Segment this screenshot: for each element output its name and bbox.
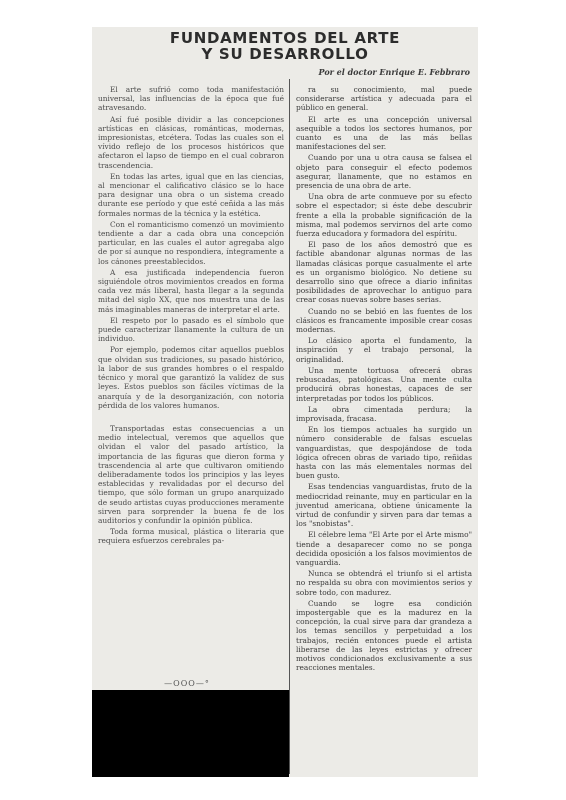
paragraph: Nunca se obtendrá el triunfo si el artista no respalda su obra con movimientos serios y sobre todo, con madurez. (296, 569, 472, 597)
paragraph: El célebre lema "El Arte por el Arte mismo" tiende a desaparecer como no se ponga decidida oposición a los falsos movimientos de vanguardia. (296, 530, 472, 567)
paragraph: Cuando no se bebió en las fuentes de los clásicos es francamente imposible crear cosas modernas. (296, 306, 472, 335)
column-divider (289, 79, 290, 774)
paragraph: Transportadas estas consecuencias a un medio intelectual, veremos que aquellos que olvidan el valor del pasado artístico, la importancia de las figuras que dieron forma y trascendencia al arte que cultivaron omitiendo deliberadamente todos los principios y las leyes establecidas y revalidadas por el decurso del tiempo, que sólo forman un grupo anarquizado de seudo artistas cuyas producciones meramente sirven para sorprender la buena fe de los auditorios y confundir la opinión pública. (98, 423, 284, 525)
paragraph: A esa justificada independencia fueron siguiéndole otros movimientos creados en forma cada vez más liberal, hasta llegar a la segunda mitad del siglo XX, que nos muestra una de las más imaginables maneras de interpretar el arte. (98, 267, 284, 314)
paragraph: Así fué posible dividir a las concepciones artísticas en clásicas, románticas, modernas, impresionistas, etcétera. Todas las cuales son el vívido reflejo de los procesos históricos que afectaron el lapso de tiempo en el cual cobraron trascendencia. (98, 114, 284, 170)
end-mark: —OOO—° (164, 679, 210, 688)
paragraph: El arte es una concepción universal asequible a todos los sectores humanos, por cuanto es una de las más bellas manifestaciones del ser. (296, 114, 472, 152)
paragraph: La obra cimentada perdura; la improvisada, fracasa. (296, 404, 472, 423)
paragraph: Cuando por una u otra causa se falsea el objeto para conseguir el efecto podemos asegurar, llanamente, que no estamos en presencia de una obra de arte. (296, 153, 472, 191)
paragraph: Por ejemplo, podemos citar aquellos pueblos que olvidan sus tradiciones, su pasado histórico, la labor de sus grandes hombres o el respaldo técnico y moral que garantizó la valídez de sus leyes. Estos pueblos son fáciles víctimas de la anarquía y de la desorganización, con notoria pérdida de los valores humanos. (98, 345, 284, 410)
title-line-2: Y SU DESARROLLO (201, 44, 369, 63)
author-byline: Por el doctor Enrique E. Febbraro (318, 67, 470, 77)
paragraph: Lo clásico aporta el fundamento, la inspiración y el trabajo personal, la originalidad. (296, 336, 472, 364)
paragraph: Una mente tortuosa ofrecerá obras rebuscadas, patológicas. Una mente culta producirá obras honestas, capaces de ser interpretadas por todos los públicos. (296, 365, 472, 403)
black-scan-area (92, 690, 289, 777)
paragraph: Toda forma musical, plástica o literaria que requiera esfuerzos cerebrales pa- (98, 527, 284, 546)
newspaper-clipping (92, 27, 478, 777)
paragraph: El respeto por lo pasado es el símbolo que puede caracterizar llanamente la cultura de un individuo. (98, 315, 284, 344)
paragraph: En todas las artes, igual que en las ciencias, al mencionar el calificativo clásico se lo hace para designar una obra o un sistema creado durante ese período y que esté ceñida a las más formales normas de la técnica y la estética. (98, 171, 284, 218)
paragraph: Con el romanticismo comenzó un movimiento tendiente a dar a cada obra una concepción particular, en las cuales el autor agregaba algo de por sí aunque no respondiera, íntegramente a los cánones preestablecidos. (98, 219, 284, 266)
paragraph: Cuando se logre esa condición impostergable que es la madurez en la concepción, la cual sirve para dar grandeza a los temas sencillos y perpetuidad a los trabajos, recién entonces puede el artista liberarse de las leyes estrictas y ofrecer motivos condicionados exclusivamente a sus reacciones mentales. (296, 598, 472, 673)
left-column (98, 85, 284, 548)
paragraph: Esas tendencias vanguardistas, fruto de la mediocridad reinante, muy en particular en la juventud americana, obtiene únicamente la virtud de confundir y sirven para dar temas a los "snobistas". (296, 482, 472, 529)
right-column (296, 85, 472, 674)
paragraph: En los tiempos actuales ha surgido un número considerable de falsas escuelas vanguardistas, que despojándose de toda lógica ofrecen obras de variado tipo, reñidas hasta con las más elementales normas del buen gusto. (296, 425, 472, 481)
paragraph: El arte sufrió como toda manifestación universal, las influencias de la época que fué atravesando. (98, 85, 284, 113)
paragraph: Una obra de arte conmueve por su efecto sobre el espectador; si éste debe descubrir frente a ella la probable significación de la misma, mal podemos servirnos del arte como fuerza educadora y formadora del espíritu. (296, 192, 472, 239)
title-line-1: FUNDAMENTOS DEL ARTE (169, 29, 401, 47)
article-title (92, 31, 478, 62)
paragraph: ra su conocimiento, mal puede considerarse artística y adecuada para el público en general. (296, 85, 472, 113)
paragraph: El paso de los años demostró que es factible abandonar algunas normas de las llamadas clásicas porque casualmente el arte es un organismo biológico. No detiene su desarrollo sino que ofrece a diario infinitas posibilidades de aprovechar lo antiguo para crear cosas nuevas sobre bases serias. (296, 240, 472, 305)
